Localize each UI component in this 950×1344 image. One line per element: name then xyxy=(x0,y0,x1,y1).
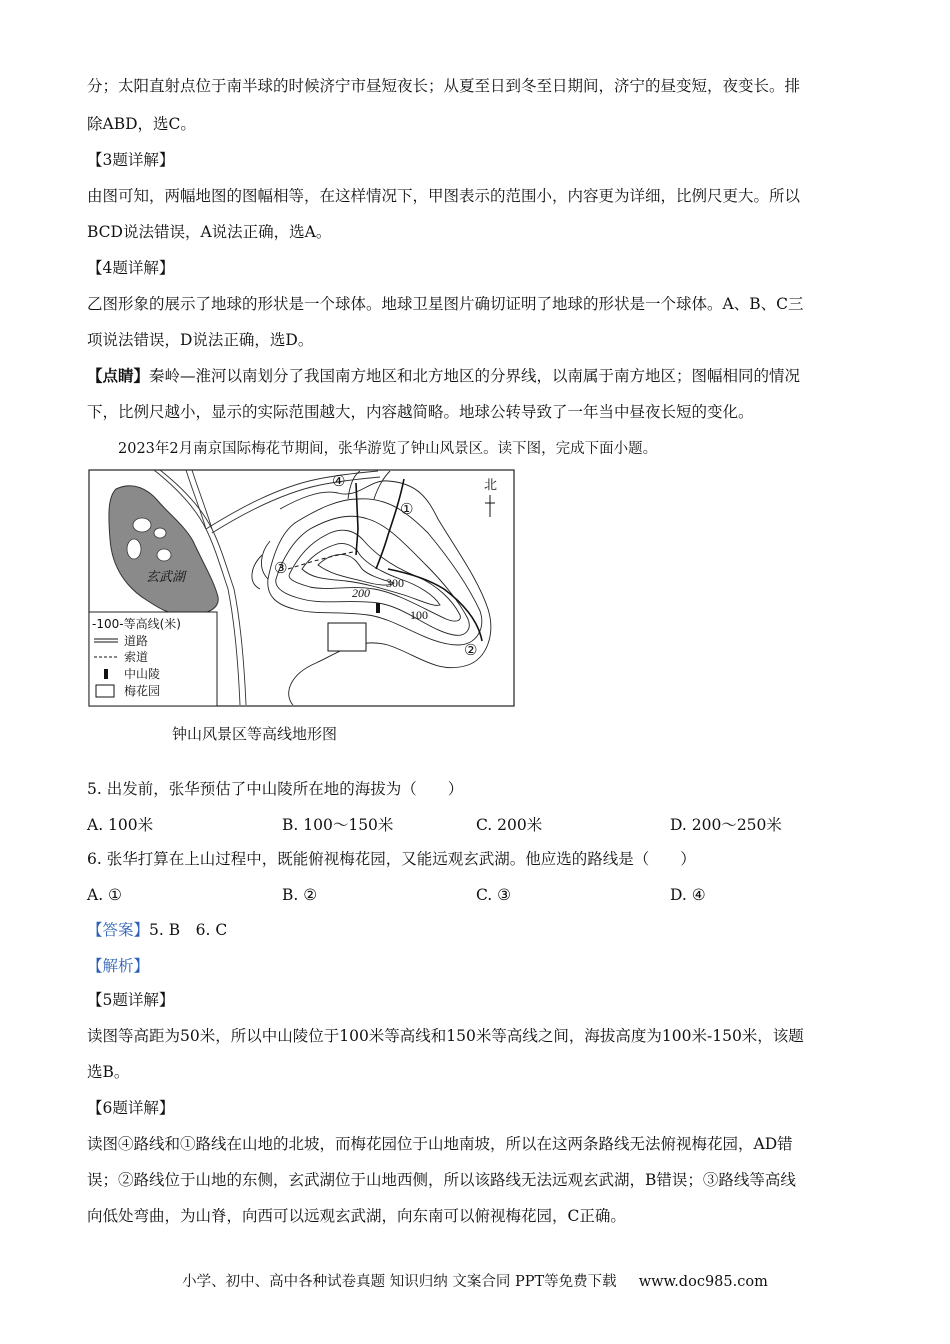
q6-option-c: C. ③ xyxy=(476,886,512,904)
q5-detail-header: 【5题详解】 xyxy=(87,991,175,1009)
q5-option-a: A. 100米 xyxy=(87,816,154,834)
paragraph-line: 下，比例尺越小，显示的实际范围越大，内容越简略。地球公转导致了一年当中昼夜长短的变化。 xyxy=(87,403,754,421)
dianjing-line xyxy=(87,366,800,386)
dianjing-tag: 【点睛】 xyxy=(87,366,150,385)
paragraph-line: 分；太阳直射点位于南半球的时候济宁市昼短夜长；从夏至日到冬至日期间，济宁的昼变短，夜变长。排 xyxy=(87,77,801,95)
q5-stem: 5. 出发前，张华预估了中山陵所在地的海拔为（ ） xyxy=(87,780,464,798)
legend-garden: 梅花园 xyxy=(124,684,161,698)
plum-garden-marker xyxy=(328,623,366,651)
legend-contour: -100-等高线(米) xyxy=(92,617,181,631)
paragraph-line: 由图可知，两幅地图的图幅相等，在这样情况下，甲图表示的范围小，内容更为详细，比例尺更大。所以 xyxy=(87,187,801,205)
q5-option-c: C. 200米 xyxy=(476,816,543,834)
q5-option-b: B. 100～150米 xyxy=(282,816,394,834)
lake-island xyxy=(154,528,166,538)
page-footer xyxy=(0,1270,950,1291)
q6-option-a: A. ① xyxy=(87,886,122,904)
contour-label-200: 200 xyxy=(352,586,370,600)
mausoleum-marker xyxy=(376,603,380,613)
paragraph-line: 向低处弯曲，为山脊，向西可以远观玄武湖，向东南可以俯视梅花园，C正确。 xyxy=(87,1207,626,1225)
q6-detail-header: 【6题详解】 xyxy=(87,1099,175,1117)
contour-map xyxy=(88,469,515,707)
question-intro: 2023年2月南京国际梅花节期间，张华游览了钟山风景区。读下图，完成下面小题。 xyxy=(118,441,658,457)
q6-option-b: B. ② xyxy=(282,886,318,904)
paragraph-line: 误；②路线位于山地的东侧，玄武湖位于山地西侧，所以该路线无法远观玄武湖，B错误；③路线等高线 xyxy=(87,1171,796,1189)
answer-text: 5. B 6. C xyxy=(149,921,228,939)
paragraph-line: 读图④路线和①路线在山地的北坡，而梅花园位于山地南坡，所以在这两条路线无法俯视梅花园，AD错 xyxy=(87,1135,793,1153)
lake-label: 玄武湖 xyxy=(146,569,186,584)
map-legend xyxy=(89,612,217,706)
lake-island xyxy=(127,539,141,559)
q6-stem: 6. 张华打算在上山过程中，既能俯视梅花园，又能远观玄武湖。他应选的路线是（ ） xyxy=(87,850,696,868)
paragraph-line: 除ABD，选C。 xyxy=(87,115,196,133)
analysis-tag: 【解析】 xyxy=(87,957,150,975)
paragraph-line: 选B。 xyxy=(87,1063,130,1081)
paragraph-line: 乙图形象的展示了地球的形状是一个球体。地球卫星图片确切证明了地球的形状是一个球体。A、B、C三 xyxy=(87,295,804,313)
paragraph-line: BCD说法错误，A说法正确，选A。 xyxy=(87,223,332,241)
route-2-marker: ② xyxy=(464,641,478,659)
map-caption: 钟山风景区等高线地形图 xyxy=(172,725,338,743)
legend-road: 道路 xyxy=(124,634,149,648)
lake-island xyxy=(133,518,151,532)
contour-label-100: 100 xyxy=(410,608,428,622)
route-3-marker: ③ xyxy=(274,559,288,577)
q5-option-d: D. 200～250米 xyxy=(670,816,782,834)
legend-mausoleum: 中山陵 xyxy=(124,667,161,681)
route-4-marker: ④ xyxy=(332,472,346,490)
dianjing-text: 秦岭—淮河以南划分了我国南方地区和北方地区的分界线，以南属于南方地区；图幅相同的情况 xyxy=(149,367,801,385)
footer-text: 小学、初中、高中各种试卷真题 知识归纳 文案合同 PPT等免费下载 xyxy=(182,1274,617,1290)
legend-cableway: 索道 xyxy=(124,650,149,664)
route-1-marker: ① xyxy=(400,500,414,518)
paragraph-line: 读图等高距为50米，所以中山陵位于100米等高线和150米等高线之间，海拔高度为100米-150米，该题 xyxy=(87,1027,804,1045)
q3-header: 【3题详解】 xyxy=(87,151,175,169)
lake-island xyxy=(157,549,171,561)
q6-option-d: D. ④ xyxy=(670,886,706,904)
answer-line xyxy=(87,920,227,940)
contour-label-300: 300 xyxy=(386,576,404,590)
paragraph-line: 项说法错误，D说法正确，选D。 xyxy=(87,331,314,349)
answer-tag: 【答案】 xyxy=(87,921,150,939)
q4-header: 【4题详解】 xyxy=(87,259,175,277)
footer-url[interactable]: www.doc985.com xyxy=(638,1274,768,1290)
north-label: 北 xyxy=(484,478,498,493)
